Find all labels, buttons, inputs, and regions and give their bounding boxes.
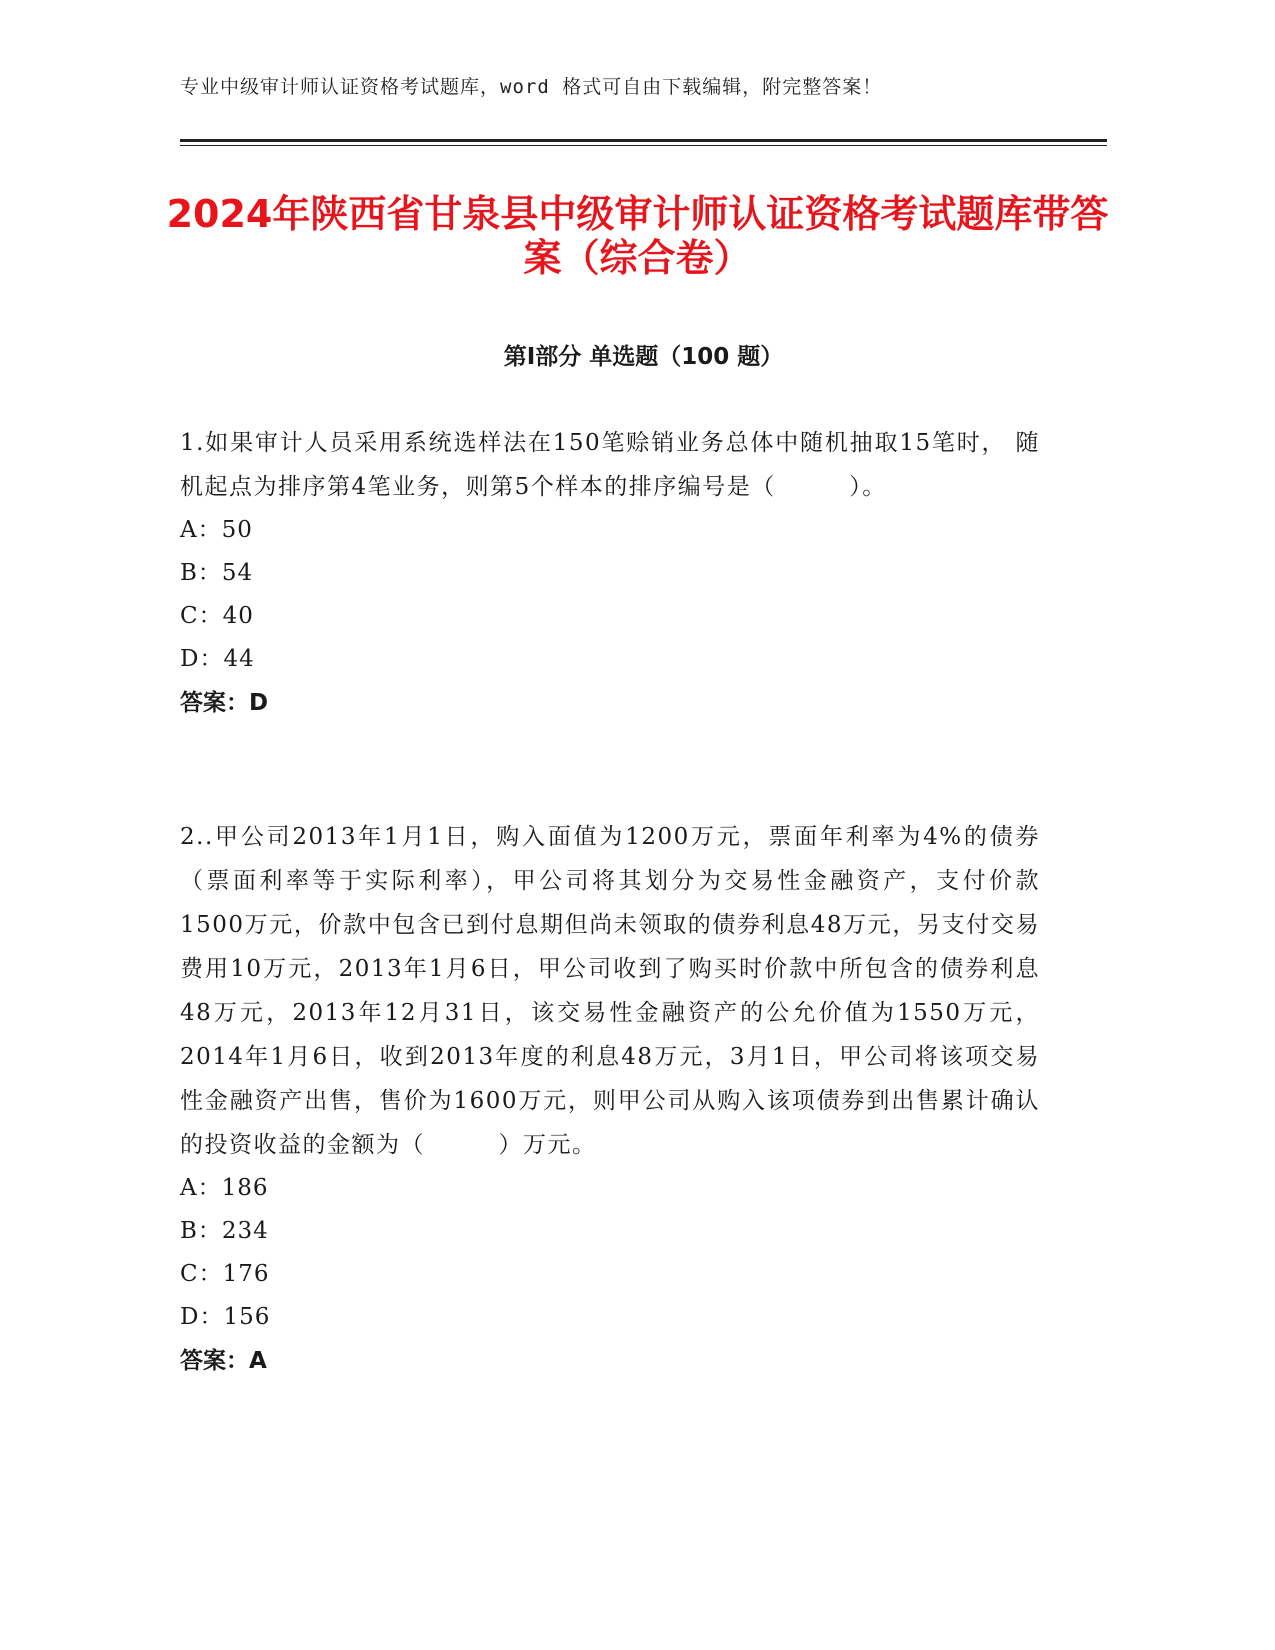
question-1 [180,421,1040,725]
answer: 答案：A [180,1348,267,1374]
option-d: D：156 [180,1304,271,1330]
question-stem: 2..甲公司2013年1月1日，购入面值为1200万元，票面年利率为4%的债券（票面利率等于实际利率），甲公司将其划分为交易性金融资产，支付价款1500万元，价款中包含已到付息期但尚未领取的债券利息48万元，另支付交易费用10万元，2013年1月6日，甲公司收到了购买时价款中所包含的债券利息48万元，2013年12月31日，该交易性金融资产的公允价值为1550万元，2014年1月6日，收到2013年度的利息48万元，3月1日，甲公司将该项交易性金融资产出售，售价为1600万元，则甲公司从购入该项债券到出售累计确认的投资收益的金额为（ ）万元。 [180,824,1040,1158]
option-b: B：54 [180,560,254,586]
option-b: B：234 [180,1218,269,1244]
option-c: C：176 [180,1261,270,1287]
document-title: 2024年陕西省甘泉县中级审计师认证资格考试题库带答案（综合卷） [166,192,1109,280]
header-divider-thin [180,145,1107,146]
page-header: 专业中级审计师认证资格考试题库，word 格式可自由下载编辑，附完整答案！ [180,76,883,98]
question-2 [180,815,1040,1383]
option-a: A：186 [180,1175,269,1201]
option-d: D：44 [180,646,255,672]
question-stem: 1.如果审计人员采用系统选样法在150笔赊销业务总体中随机抽取15笔时， 随机起点为排序第4笔业务，则第5个样本的排序编号是（ ）。 [180,430,1040,500]
option-c: C：40 [180,603,254,629]
option-a: A：50 [180,517,253,543]
header-divider-thick [180,139,1107,142]
section-title: 第Ⅰ部分 单选题（100 题） [503,344,784,370]
answer: 答案：D [180,690,269,716]
